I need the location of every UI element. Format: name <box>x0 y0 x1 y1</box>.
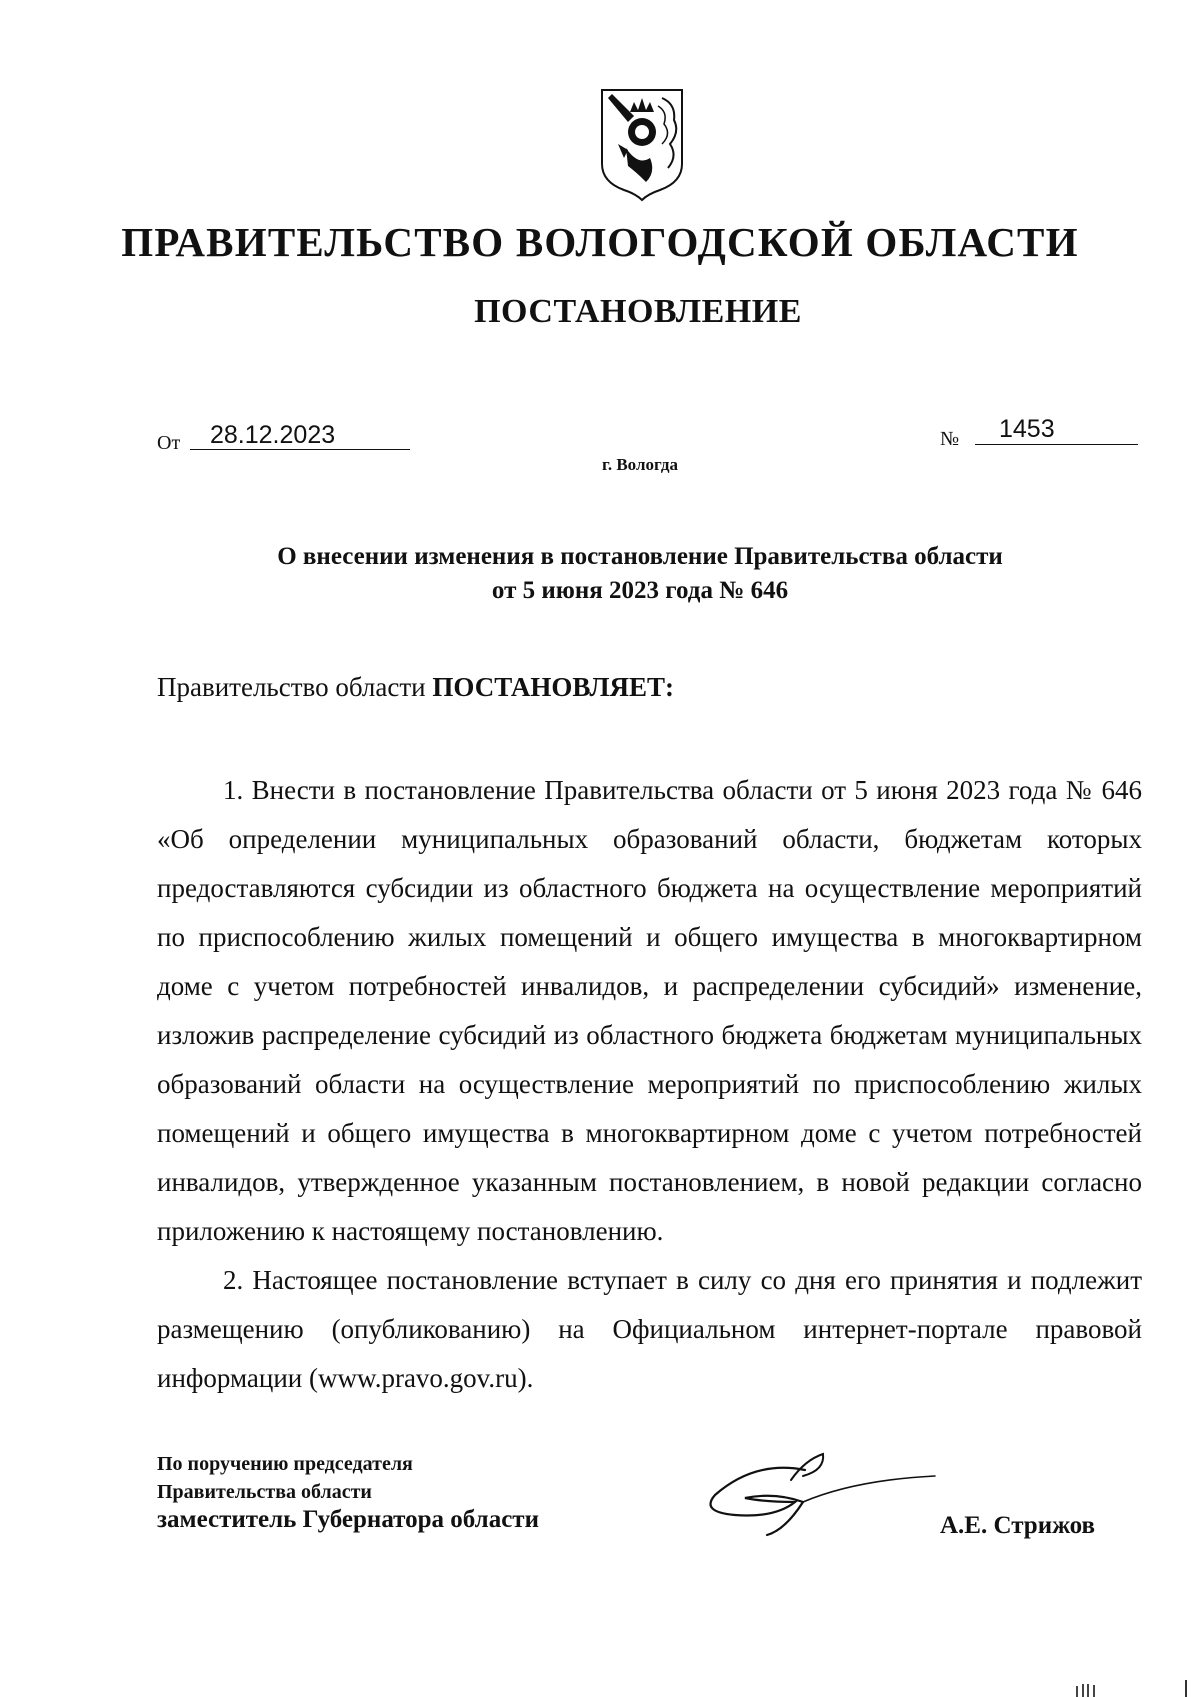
scan-artifact-icon <box>1074 1682 1104 1697</box>
number-prefix: № <box>940 428 960 450</box>
signer-name: А.Е. Стрижов <box>940 1512 1095 1539</box>
government-title: ПРАВИТЕЛЬСТВО ВОЛОГОДСКОЙ ОБЛАСТИ <box>121 219 1079 265</box>
date-prefix: От <box>157 432 181 454</box>
document-subject <box>0 540 1200 608</box>
signatory-line-2: Правительства области <box>157 1481 372 1503</box>
document-date <box>157 422 417 452</box>
preamble <box>157 672 674 703</box>
preamble-emphasis: ПОСТАНОВЛЯЕТ: <box>432 672 674 702</box>
city-name: г. Вологда <box>602 455 678 474</box>
paragraph-2: 2. Настоящее постановление вступает в силу со дня его принятия и подлежит размещению (опубликованию) на Официальном интернет-портале правовой информации (www.pravo.gov.ru). <box>157 1265 1142 1393</box>
paragraph-1: 1. Внести в постановление Правительства области от 5 июня 2023 года № 646 «Об определении муниципальных образований области, бюджетам которых предоставляются субсидии из областного бюджета на осуществление мероприятий по приспособлению жилых помещений и общего имущества в многоквартирном доме с учетом потребностей инвалидов, и распределении субсидий» изменение, изложив распределение субсидий из областного бюджета бюджетам муниципальных образований области на осуществление мероприятий по приспособлению жилых помещений и общего имущества в многоквартирном доме с учетом потребностей инвалидов, утвержденное указанным постановлением, в новой редакции согласно приложению к настоящему постановлению. <box>157 775 1142 1246</box>
coat-of-arms-icon <box>598 86 686 202</box>
date-value: 28.12.2023 <box>190 422 410 450</box>
subject-line-2: от 5 июня 2023 года № 646 <box>491 577 789 604</box>
signature-icon <box>695 1440 945 1540</box>
scan-edge-mark <box>1185 1680 1187 1697</box>
signatory-title <box>157 1450 539 1534</box>
signatory-line-3: заместитель Губернатора области <box>157 1506 539 1533</box>
subject-line-1: О внесении изменения в постановление Правительства области <box>277 543 1003 570</box>
document-type-title: ПОСТАНОВЛЕНИЕ <box>474 293 802 330</box>
preamble-text: Правительство области <box>157 672 433 702</box>
signatory-line-1: По поручению председателя <box>157 1453 413 1475</box>
body-text <box>157 766 1142 1403</box>
document-number <box>940 416 1140 450</box>
number-value: 1453 <box>975 416 1138 445</box>
